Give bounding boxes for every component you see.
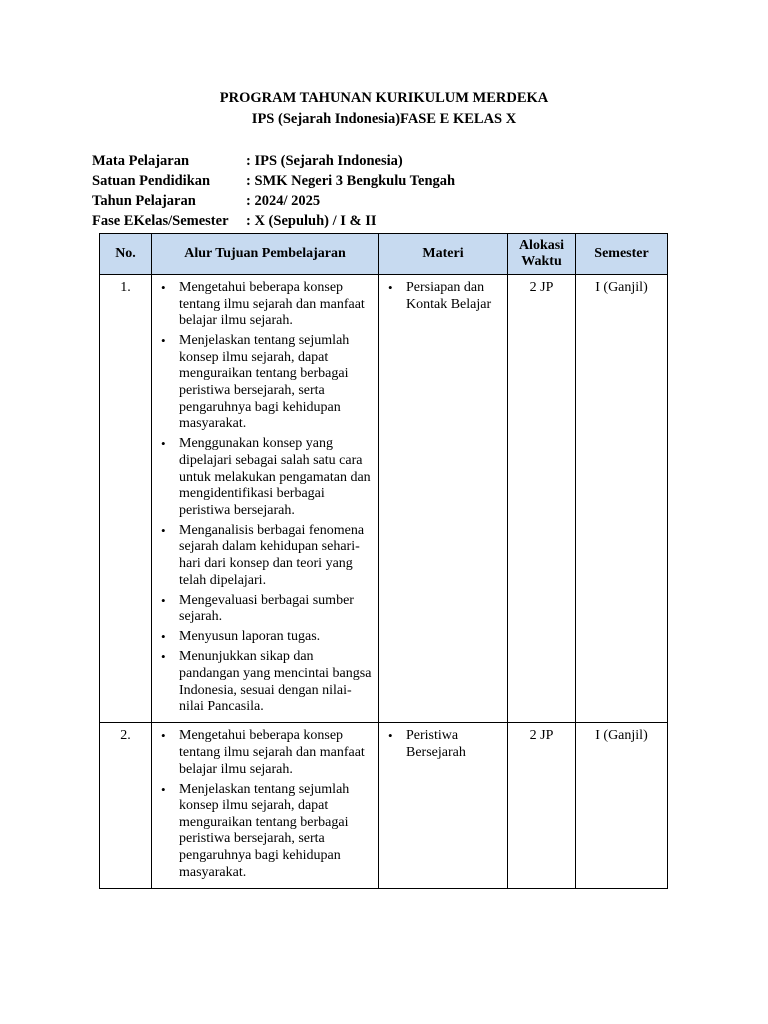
row-number: 2.: [100, 723, 152, 888]
list-item: • Menjelaskan tentang sejumlah konsep ilmu sejarah, dapat menguraikan tentang berbagai peristiwa bersejarah, serta pengaruhnya bagi kehidupan masyarakat.: [156, 333, 374, 433]
annual-program-table: [99, 233, 668, 889]
document-subtitle: IPS (Sejarah Indonesia)FASE E KELAS X: [251, 111, 517, 127]
list-item: • Mengetahui beberapa konsep tentang ilmu sejarah dan manfaat belajar ilmu sejarah.: [156, 728, 374, 778]
list-item: • Menganalisis berbagai fenomena sejarah dalam kehidupan seharihari dari konsep dan teori yang telah dipelajari.: [156, 523, 374, 589]
materi-list: [383, 728, 503, 761]
table-row: [100, 723, 668, 888]
meta-value: : IPS (Sejarah Indonesia): [246, 153, 403, 169]
table-header-row: [100, 234, 668, 275]
learning-objectives-list: [156, 280, 374, 716]
header-semester: Semester: [576, 234, 668, 275]
list-item: • Persiapan dan Kontak Belajar: [383, 280, 503, 313]
meta-value: : SMK Negeri 3 Bengkulu Tengah: [246, 173, 456, 189]
document-title: PROGRAM TAHUNAN KURIKULUM MERDEKA: [219, 90, 549, 106]
meta-label: Satuan Pendidikan: [92, 173, 211, 189]
time-allocation-cell: 2 JP: [508, 275, 576, 723]
header-learning-objectives: Alur Tujuan Pembelajaran: [152, 234, 379, 275]
list-item: • Menggunakan konsep yang dipelajari sebagai salah satu cara untuk melakukan pengamatan dan mengidentifikasi berbagai peristiwa bersejarah.: [156, 436, 374, 519]
header-time-allocation-line2: Waktu: [521, 254, 562, 269]
meta-value: : 2024/ 2025: [246, 193, 321, 209]
list-item: • Menyusun laporan tugas.: [156, 629, 374, 646]
row-number: 1.: [100, 275, 152, 723]
header-materi: Materi: [379, 234, 508, 275]
learning-objectives-list: [156, 728, 374, 881]
list-item: • Mengetahui beberapa konsep tentang ilmu sejarah dan manfaat belajar ilmu sejarah.: [156, 280, 374, 330]
header-time-allocation: [508, 234, 576, 275]
header-time-allocation-line1: Alokasi: [518, 238, 565, 253]
materi-cell: [379, 275, 508, 723]
meta-value: : X (Sepuluh) / I & II: [246, 213, 377, 229]
list-item: • Menunjukkan sikap dan pandangan yang mencintai bangsa Indonesia, sesuai dengan nilai-nilai Pancasila.: [156, 649, 374, 715]
list-item: • Mengevaluasi berbagai sumber sejarah.: [156, 593, 374, 626]
meta-label: Tahun Pelajaran: [92, 193, 196, 209]
header-no: No.: [100, 234, 152, 275]
list-item: • Peristiwa Bersejarah: [383, 728, 503, 761]
semester-cell: I (Ganjil): [576, 275, 668, 723]
list-item: • Menjelaskan tentang sejumlah konsep ilmu sejarah, dapat menguraikan tentang berbagai peristiwa bersejarah, serta pengaruhnya bagi kehidupan masyarakat.: [156, 782, 374, 882]
learning-objectives-cell: [152, 275, 379, 723]
materi-cell: [379, 723, 508, 888]
learning-objectives-cell: [152, 723, 379, 888]
semester-cell: I (Ganjil): [576, 723, 668, 888]
materi-list: [383, 280, 503, 313]
table-row: [100, 275, 668, 723]
meta-label: Fase EKelas/Semester: [92, 213, 229, 229]
meta-label: Mata Pelajaran: [92, 153, 190, 169]
time-allocation-cell: 2 JP: [508, 723, 576, 888]
